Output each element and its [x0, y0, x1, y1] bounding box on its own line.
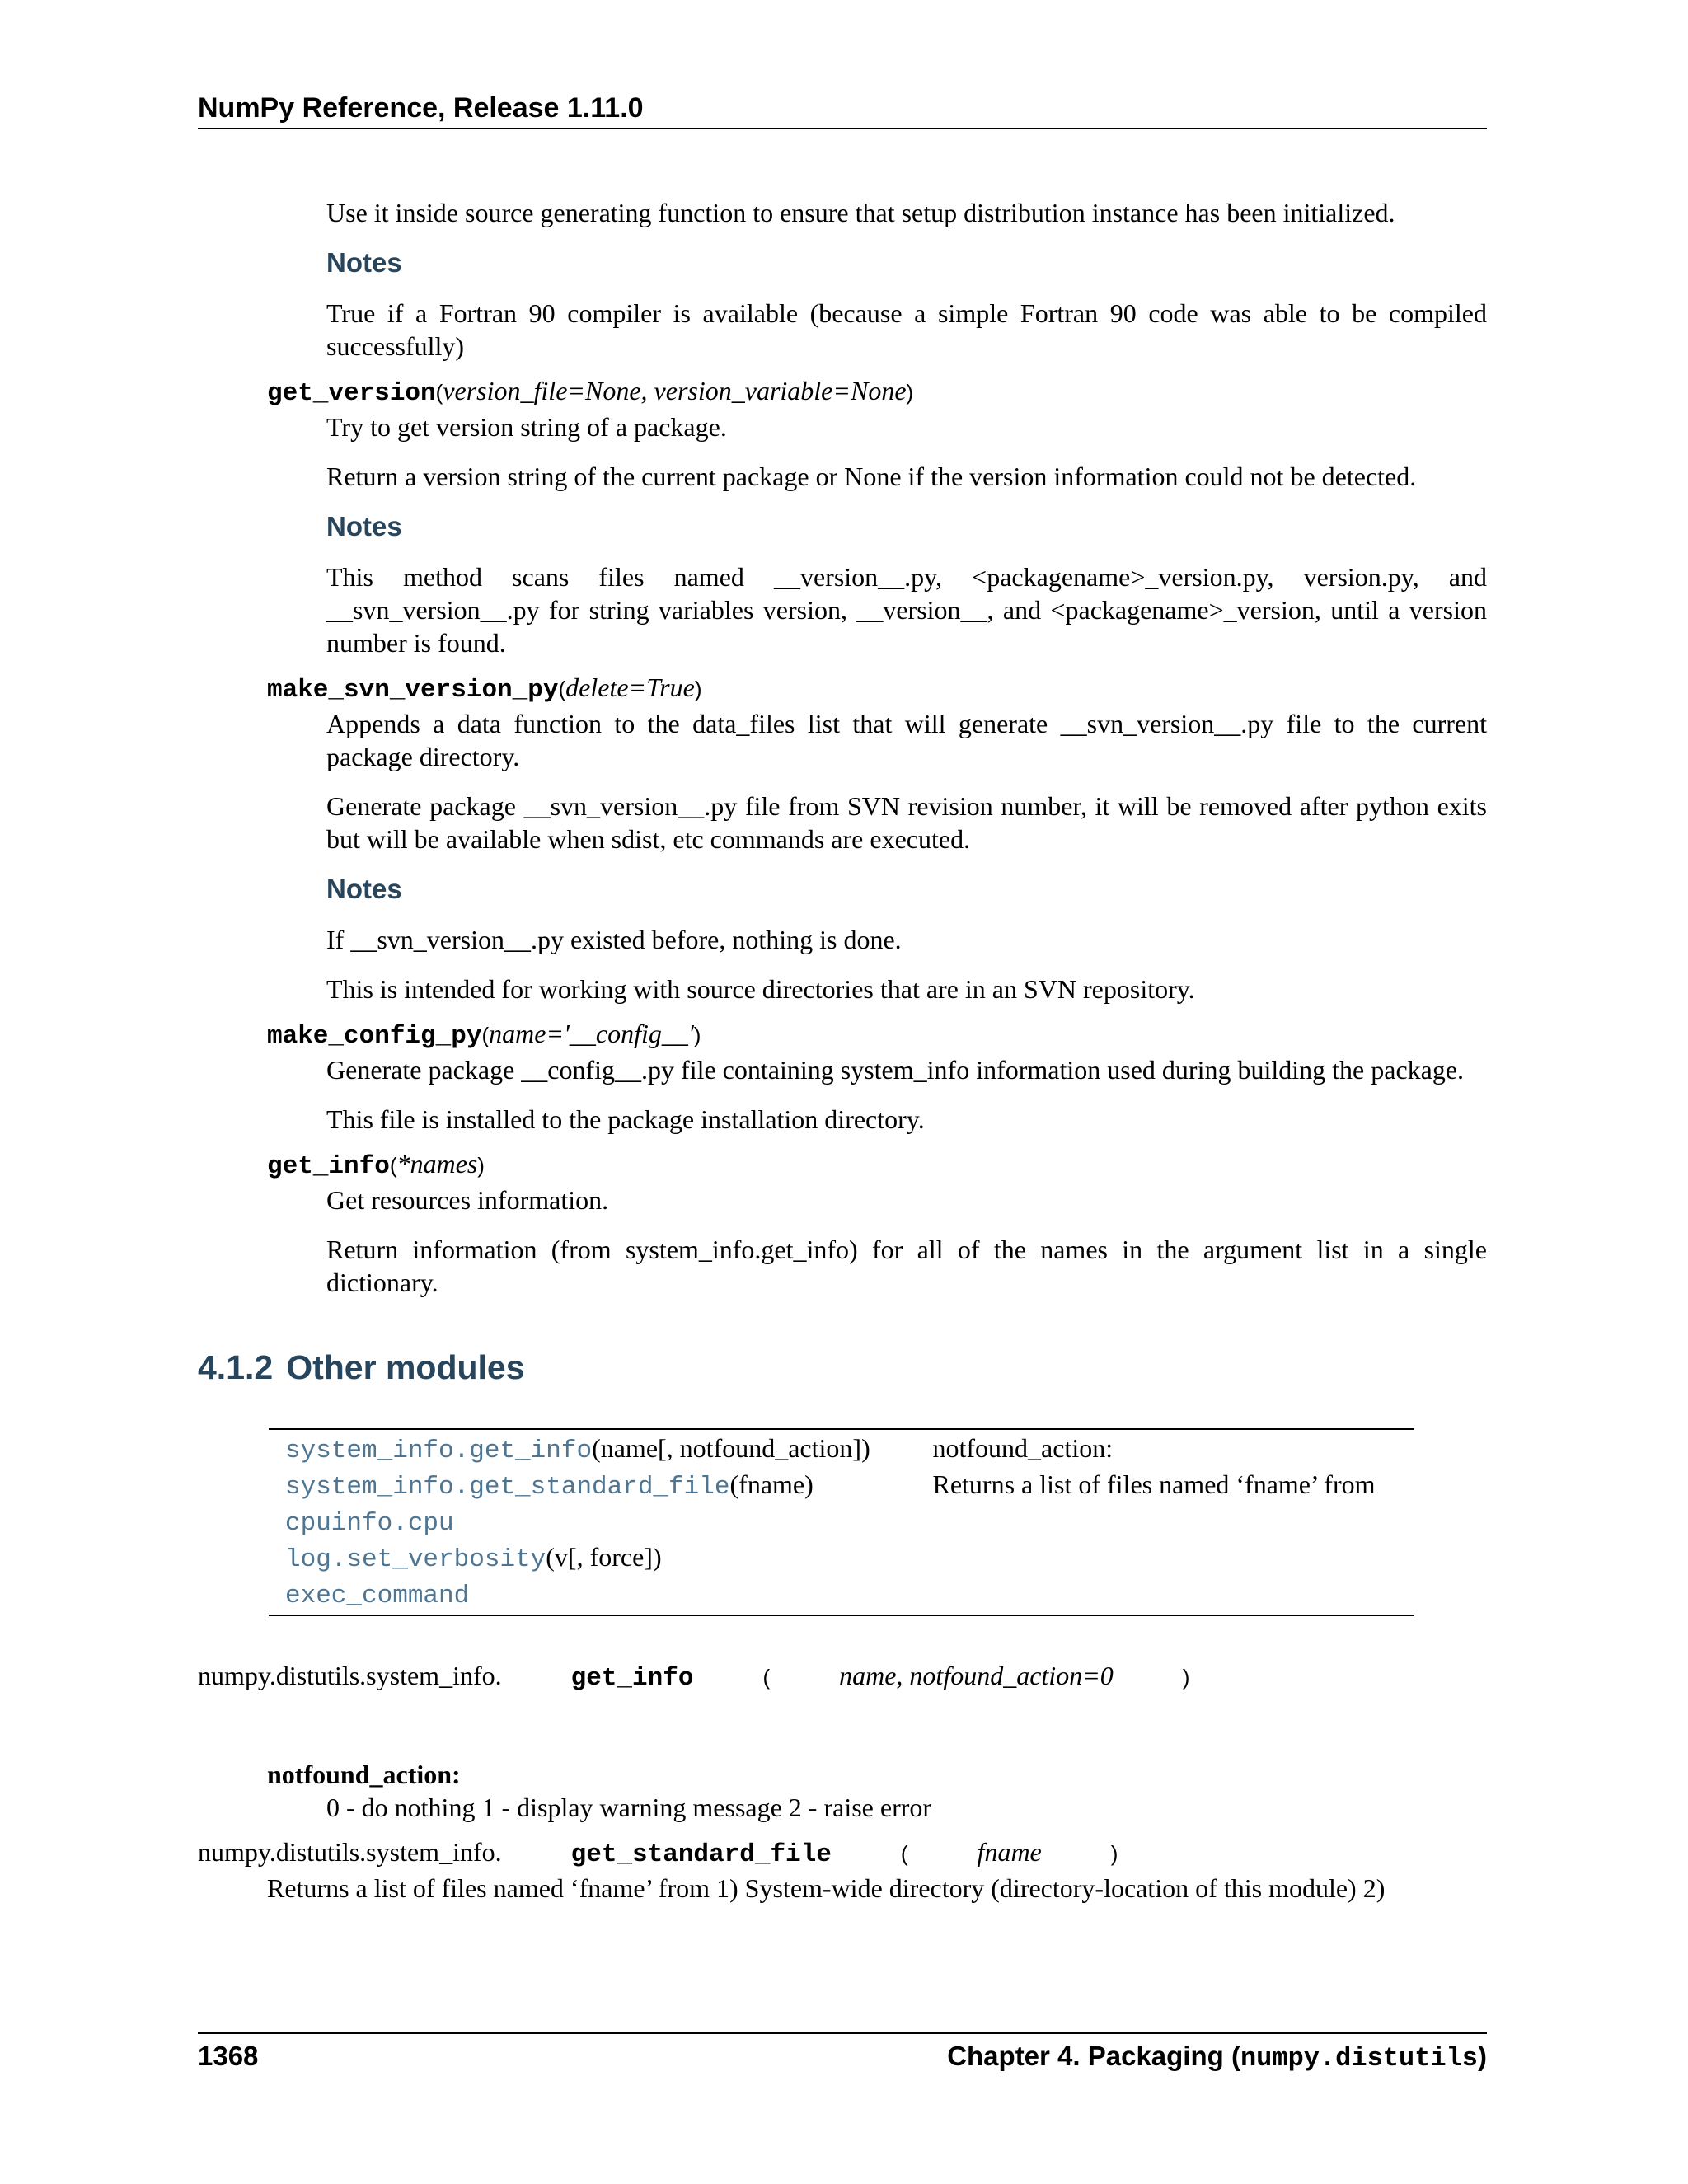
chapter-code: numpy.distutils — [1240, 2043, 1478, 2074]
method-description: Return a version string of the current package or None if the version information could not be detected. — [326, 462, 1417, 491]
notes-heading: Notes — [326, 247, 402, 278]
method-description: This file is installed to the package installation directory. — [326, 1104, 925, 1134]
table-cell-desc: notfound_action: — [932, 1433, 1114, 1463]
module-link[interactable]: cpuinfo.cpu — [285, 1509, 454, 1538]
method-description: Try to get version string of a package. — [326, 412, 727, 442]
table-row — [269, 1504, 1414, 1540]
table-row — [269, 1577, 1414, 1615]
module-link[interactable]: log.set_verbosity — [285, 1545, 546, 1574]
notes-paragraph: If __svn_version__.py existed before, nothing is done. — [326, 925, 902, 954]
method-args: delete=True — [565, 673, 695, 702]
close-paren: ) — [906, 380, 914, 405]
open-paren: ( — [481, 1023, 490, 1047]
table-cell-desc — [916, 1504, 1414, 1540]
table-cell-name — [269, 1429, 916, 1468]
running-header: NumPy Reference, Release 1.11.0 — [198, 92, 1487, 129]
definition-term: notfound_action: — [267, 1760, 461, 1789]
intro-paragraph: Use it inside source generating function to ensure that setup distribution instance has been initialized. — [326, 198, 1395, 227]
page-number: 1368 — [198, 2041, 259, 2071]
module-prefix: numpy.distutils.system_info. — [198, 1837, 502, 1867]
module-link[interactable]: system_info.get_info — [285, 1436, 593, 1465]
close-paren: ) — [1182, 1665, 1190, 1690]
table-row — [269, 1429, 1414, 1468]
notes-paragraph: True if a Fortran 90 compiler is available (because a simple Fortran 90 code was able to be compiled successfully) — [326, 298, 1487, 361]
section-number: 4.1.2 — [198, 1348, 274, 1386]
method-args: name='__config__' — [489, 1019, 694, 1048]
signature-args: (fname) — [729, 1469, 814, 1499]
module-link[interactable]: exec_command — [285, 1582, 470, 1610]
method-description: Generate package __config__.py file containing system_info information used during building the package. — [326, 1055, 1465, 1085]
method-description: Generate package __svn_version__.py file from SVN revision number, it will be removed after python exits but will be available when sdist, etc commands are executed. — [326, 791, 1487, 854]
close-paren: ) — [477, 1153, 485, 1178]
close-paren: ) — [1110, 1841, 1118, 1866]
section-title: Other modules — [286, 1348, 525, 1386]
signature-args: (name[, notfound_action]) — [592, 1433, 870, 1463]
module-prefix: numpy.distutils.system_info. — [198, 1661, 502, 1690]
method-signature-make-config-py — [267, 1017, 1487, 1053]
method-description: Appends a data function to the data_files list that will generate __svn_version__.py file to the current package directory. — [326, 709, 1487, 771]
function-signature-system-info-get-info — [198, 1659, 1487, 1695]
notes-heading: Notes — [326, 511, 402, 541]
signature-args: (v[, force]) — [546, 1542, 662, 1572]
open-paren: ( — [900, 1841, 908, 1866]
function-description: Returns a list of files named ‘fname’ from 1) System-wide directory (directory-location of this module) 2) — [267, 1873, 1386, 1903]
close-paren: ) — [693, 1023, 701, 1047]
chapter-title: Chapter 4. Packaging (numpy.distutils) — [947, 2041, 1487, 2074]
table-cell-desc — [916, 1540, 1414, 1577]
method-name: make_config_py — [267, 1022, 482, 1051]
notes-paragraph: This is intended for working with source directories that are in an SVN repository. — [326, 974, 1195, 1004]
table-cell-name — [269, 1577, 916, 1615]
table-cell-name — [269, 1468, 916, 1504]
table-cell-desc — [916, 1577, 1414, 1615]
function-args: name, notfound_action=0 — [839, 1661, 1114, 1690]
method-signature-get-info — [267, 1147, 1487, 1183]
function-signature-system-info-get-standard-file — [198, 1835, 1487, 1872]
open-paren: ( — [762, 1665, 771, 1690]
function-args: fname — [977, 1837, 1042, 1867]
running-footer — [198, 2032, 1487, 2074]
table-cell-name — [269, 1504, 916, 1540]
open-paren: ( — [558, 677, 566, 701]
page-content — [198, 196, 1487, 1905]
method-args: version_file=None, version_variable=None — [443, 376, 907, 405]
method-description: Return information (from system_info.get_info) for all of the names in the argument list in a single dictionary. — [326, 1235, 1487, 1297]
section-heading — [198, 1348, 1487, 1387]
module-summary-table — [269, 1428, 1414, 1616]
method-description: Get resources information. — [326, 1185, 609, 1215]
table-row — [269, 1540, 1414, 1577]
function-name: get_standard_file — [570, 1840, 832, 1869]
method-name: get_version — [267, 379, 436, 408]
open-paren: ( — [389, 1153, 397, 1178]
module-link[interactable]: system_info.get_standard_file — [285, 1473, 730, 1502]
method-name: make_svn_version_py — [267, 676, 559, 705]
method-signature-make-svn-version-py — [267, 671, 1487, 707]
method-signature-get-version — [267, 374, 1487, 410]
notes-heading: Notes — [326, 874, 402, 904]
method-name: get_info — [267, 1152, 390, 1181]
table-cell-desc: Returns a list of files named ‘fname’ from — [932, 1469, 1376, 1499]
function-name: get_info — [570, 1664, 694, 1693]
close-paren: ) — [694, 677, 702, 701]
table-cell-name — [269, 1540, 916, 1577]
table-row — [269, 1468, 1414, 1504]
open-paren: ( — [435, 380, 443, 405]
method-args: *names — [396, 1149, 478, 1179]
notes-paragraph: This method scans files named __version__.py, <packagename>_version.py, version.py, and __svn_version__.py for string variables version, __version__, and <packagename>_version, until a version number is found. — [326, 562, 1487, 658]
definition-description: 0 - do nothing 1 - display warning message 2 - raise error — [326, 1793, 932, 1822]
